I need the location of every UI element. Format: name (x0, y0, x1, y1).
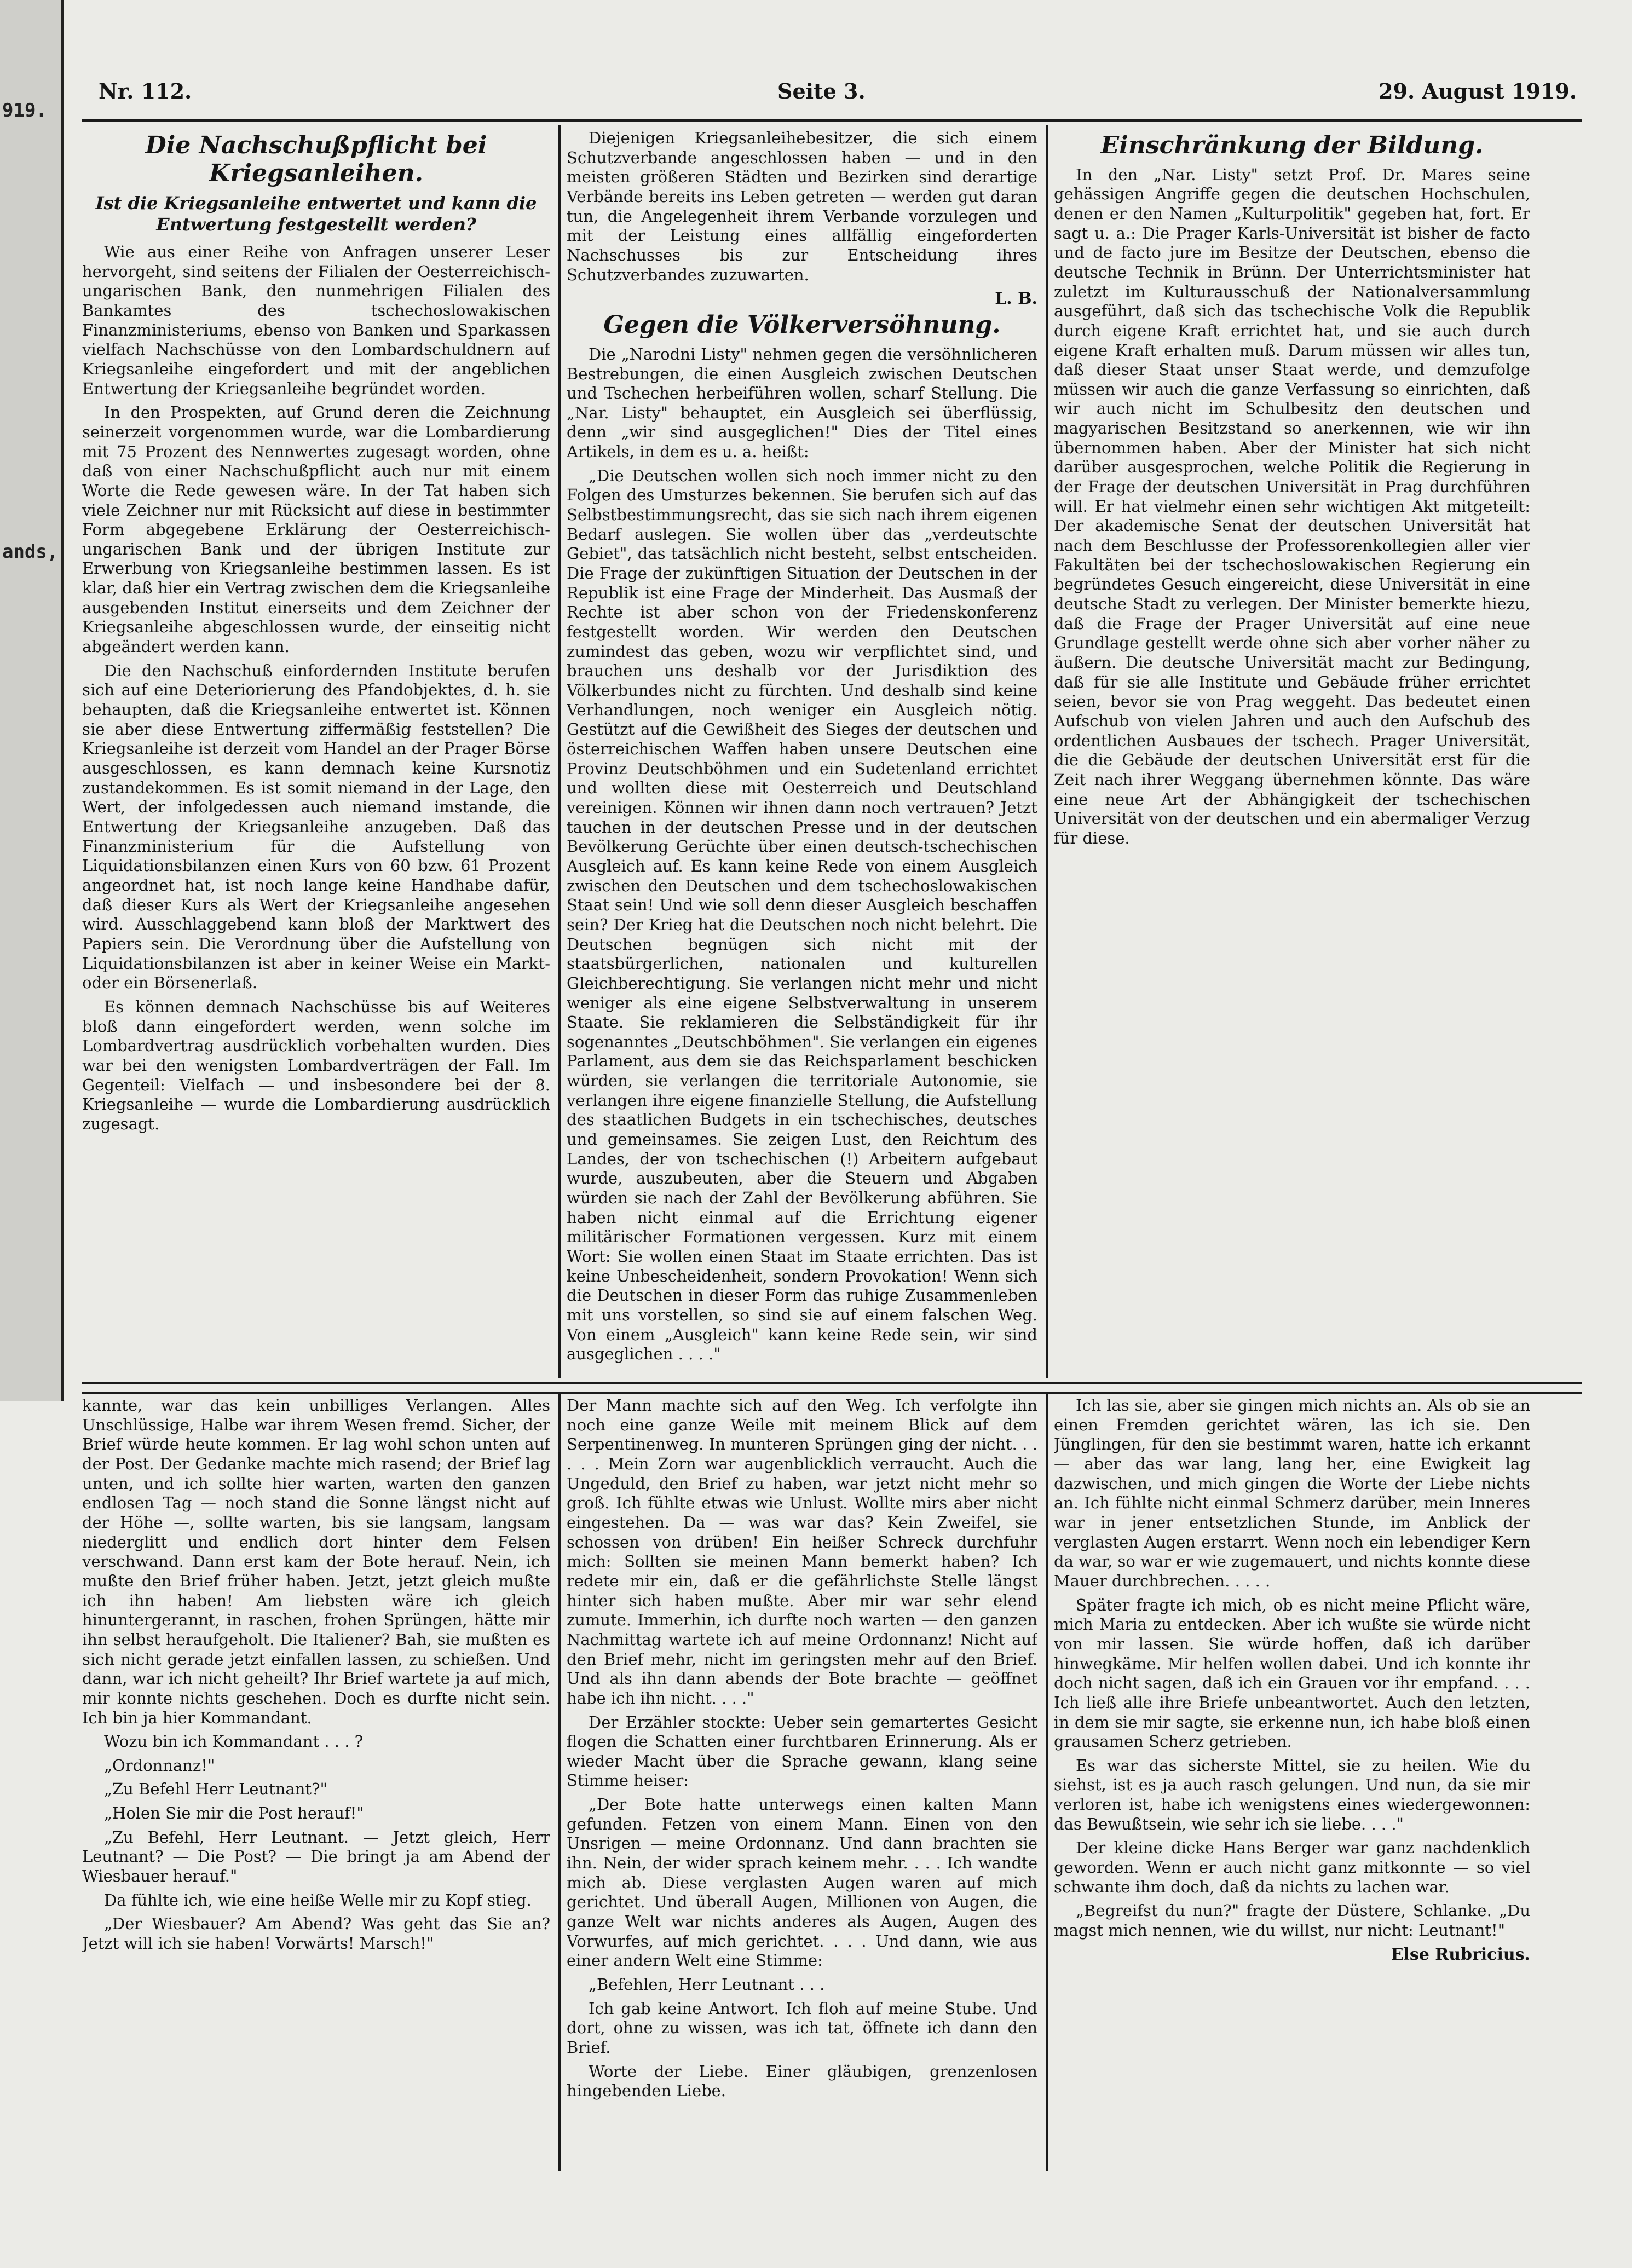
paragraph: „Die Deutschen wollen sich noch immer nicht zu den Folgen des Umsturzes bekennen. Sie berufen sich auf das Selbstbestimmungsrecht, das sie sich nach ihrem eigenen Bedarf auslegen. Sie wollen über das „verdeutschte Gebiet", das tatsächlich nicht besteht, selbst entscheiden. Die Frage der zukünftigen Situation der Deutschen in der Republik ist eine Frage der Minderheit. Das Ausmaß der Rechte ist aber schon von der Friedenskonferenz festgestellt worden. Wir werden den Deutschen zumindest das geben, wozu wir verpflichtet sind, und brauchen uns deshalb vor der Jurisdiktion des Völkerbundes nicht zu fürchten. Und deshalb sind keine Verhandlungen, noch weniger ein Ausgleich nötig. Gestützt auf die Gewißheit des Sieges der deutschen und österreichischen Waffen haben unsere Deutschen eine Provinz Deutschböhmen und ein Sudetenland errichtet und wollten diese mit Oesterreich und Deutschland vereinigen. Können wir ihnen dann noch vertrauen? Jetzt tauchen in der deutschen Presse und in der deutschen Bevölkerung Gerüchte über einen deutsch-tschechischen Ausgleich auf. Es kann keine Rede von einem Ausgleich zwischen den Deutschen und dem tschechoslowakischen Staat sein! Und wie soll denn dieser Ausgleich beschaffen sein? Der Krieg hat die Deutschen noch nicht belehrt. Die Deutschen begnügen sich nicht mit der staatsbürgerlichen, nationalen und kulturellen Gleichberechtigung. Sie verlangen nicht mehr und nicht weniger als eine eigene Selbstverwaltung in unserem Staate. Sie reklamieren die Selbständigkeit für ihr sogenanntes „Deutschböhmen". Sie verlangen ein eigenes Parlament, aus dem sie das Reichsparlament beschicken würden, sie verlangen die territoriale Autonomie, sie verlangen ihre eigene finanzielle Stellung, die Aufstellung des staatlichen Budgets in ein tschechisches, deutsches und gemeinsames. Sie zeigen Lust, den Reichtum des Landes, der von tschechischen (!) Arbeitern aufgebaut wurde, auszubeuten, aber die Steuern und Abgaben würden sie nach der Zahl der Bevölkerung abführen. Sie haben nicht einmal auf die Errichtung eigener militärischer Formationen vergessen. Kurz mit einem Wort: Sie wollen einen Staat im Staate errichten. Das ist keine Unbescheidenheit, sondern Provokation! Wenn sich die Deutschen in dieser Form das ruhige Zusammenleben mit uns vorstellen, so sind sie auf einem falschen Weg. Von einem „Ausgleich" kann keine Rede sein, wir sind ausgeglichen . . . ." (567, 466, 1037, 1364)
page-number: Seite 3. (777, 79, 866, 103)
paragraph: „Begreifst du nun?" fragte der Düstere, Schlanke. „Du magst mich nennen, wie du willst, nur nicht: Leutnant!" (1054, 1901, 1530, 1940)
paragraph: „Der Bote hatte unterwegs einen kalten Mann gefunden. Fetzen von einem Mann. Einen von den Unsrigen — meine Ordonnanz. Und dann brachten sie ihn. Nein, der wider sprach keinem mehr. . . . Ich wandte mich ab. Diese verglasten Augen waren auf mich gerichtet. Und überall Augen, Millionen von Augen, die ganze Welt war nichts anderes als Augen, Augen des Vorwurfes, auf mich gerichtet. . . . Und dann, wie aus einer andern Welt eine Stimme: (567, 1795, 1037, 1970)
paragraph: „Zu Befehl Herr Leutnant?" (104, 1780, 327, 1799)
page-content (66, 22, 1610, 2244)
paragraph: Die den Nachschuß einfordernden Institute berufen sich auf eine Deteriorierung des Pfandobjektes, d. h. sie behaupten, daß die Kriegsanleihe entwertet ist. Können sie aber diese Entwertung ziffermäßig feststellen? Die Kriegsanleihe ist derzeit vom Handel an der Prager Börse ausgeschlossen, es kann demnach keine Kursnotiz zustandekommen. Es ist somit niemand in der Lage, den Wert, der infolgedessen auch niemand imstande, die Entwertung der Kriegsanleihe anzugeben. Daß das Finanzministerium für die Aufstellung von Liquidationsbilanzen einen Kurs von 60 bzw. 61 Prozent angeordnet hat, ist noch lange keine Handhabe dafür, daß dieser Kurs als Wert der Kriegsanleihe angesehen wird. Ausschlaggebend kann bloß der Marktwert des Papiers sein. Die Verordnung über die Aufstellung von Liquidationsbilanzen ist aber in keiner Weise ein Markt- oder ein Börsenerlaß. (82, 661, 550, 992)
paragraph: Der kleine dicke Hans Berger war ganz nachdenklich geworden. Wenn er auch nicht ganz mitkonnte — so viel schwante ihm doch, daß da nichts zu lachen war. (1054, 1838, 1530, 1896)
column-divider (558, 1394, 561, 2171)
issue-date: 29. August 1919. (1379, 79, 1577, 103)
paragraph: Die „Narodni Listy" nehmen gegen die versöhnlicheren Bestrebungen, die einen Ausgleich zwischen Deutschen und Tschechen herbeiführen wollen, scharf Stellung. Die „Nar. Listy" behauptet, ein Ausgleich sei überflüssig, denn „wir sind ausgeglichen!" Dies der Titel eines Artikels, in dem es u. a. heißt: (567, 344, 1037, 461)
paragraph: Ich gab keine Antwort. Ich floh auf meine Stube. Und dort, ohne zu wissen, was ich tat, öffnete ich dann den Brief. (567, 1999, 1037, 2057)
paragraph: Wie aus einer Reihe von Anfragen unserer Leser hervorgeht, sind seitens der Filialen der Oesterreichisch-ungarischen Bank, den nunmehrigen Filialen des Bankamtes des tschechoslowakischen Finanzministeriums, ebenso von Banken und Sparkassen vielfach Nachschüsse von den Lombardschuldnern auf Kriegsanleihe eingefordert und mit der angeblichen Entwertung der Kriegsanleihe begründet worden. (82, 242, 550, 398)
paragraph: Es können demnach Nachschüsse bis auf Weiteres bloß dann eingefordert werden, wenn solche im Lombardvertrag ausdrücklich vorbehalten wurden. Dies war bei den wenigsten Lombardverträgen der Fall. Im Gegenteil: Vielfach — und insbesondere bei der 8. Kriegsanleihe — wurde die Lombardierung ausdrücklich zugesagt. (82, 997, 550, 1133)
article-signature: L. B. (995, 289, 1037, 309)
issue-number: Nr. 112. (99, 79, 192, 103)
page-header (99, 76, 1577, 114)
paragraph: Wozu bin ich Kommandant . . . ? (104, 1732, 364, 1751)
edge-fragment: 919. (2, 100, 47, 122)
paragraph: Der Erzähler stockte: Ueber sein gemartertes Gesicht flogen die Schatten einer furchtbaren Erinnerung. Als er wieder Macht über die Sprache gewann, klang seine Stimme heiser: (567, 1712, 1037, 1790)
paragraph: In den Prospekten, auf Grund deren die Zeichnung seinerzeit vorgenommen wurde, war die Lombardierung mit 75 Prozent des Nennwertes zugesagt worden, ohne daß von einer Nachschußpflicht auch nur mit einem Worte die Rede gewesen wäre. In der Tat haben sich viele Zeichner nur mit Rücksicht auf diese in bestimmter Form abgegebene Erklärung der Oesterreichisch-ungarischen Bank und der übrigen Institute zur Erwerbung von Kriegsanleihe bestimmen lassen. Es ist klar, daß hier ein Vertrag zwischen dem die Kriegsanleihe ausgebenden Institut einerseits und dem Zeichner der Kriegsanleihe abgeschlossen wurde, der einseitig nicht abgeändert werden kann. (82, 403, 550, 656)
paragraph: Es war das sicherste Mittel, sie zu heilen. Wie du siehst, ist es ja auch rasch gelungen. Und nun, da sie mir verloren ist, habe ich wenigstens eines wiedergewonnen: das Bewußtsein, wie sehr ich sie liebe. . . ." (1054, 1756, 1530, 1833)
feuilleton-column-1 (82, 1396, 550, 2195)
paragraph: Ich las sie, aber sie gingen mich nichts an. Als ob sie an einen Fremden gerichtet wären, las ich sie. Den Jünglingen, für den sie bestimmt waren, hatte ich erkannt — aber das war lang, lang her, eine Ewigkeit lag dazwischen, und mich gingen die Worte der Liebe nichts an. Ich fühlte nicht einmal Schmerz darüber, mein Inneres war in jener entsetzlichen Stunde, im Anblick der verglasten Augen erstarrt. Wenn noch ein lebendiger Kern da war, so war er wie zugemauert, und nichts konnte diese Mauer durchbrechen. . . . . (1054, 1396, 1530, 1590)
article-title: Einschränkung der Bildung. (1100, 131, 1484, 159)
article-nachschuss (82, 129, 550, 1377)
column-divider (558, 125, 561, 1378)
paragraph: Der Mann machte sich auf den Weg. Ich verfolgte ihn noch eine ganze Weile mit meinem Blick auf dem Serpentinenweg. In munteren Sprüngen ging der nicht. . . . . . Mein Zorn war augenblicklich verraucht. Auch die Ungeduld, den Brief zu haben, war jetzt nicht mehr so groß. Ich fühlte etwas wie Unlust. Wollte mirs aber nicht eingestehen. Da — was war das? Kein Zweifel, sie schossen von drüben! Ein heißer Schreck durchfuhr mich: Sollten sie meinen Mann bemerkt haben? Ich redete mir ein, daß er die gefährlichste Stelle längst hinter sich haben mußte. Aber mir war sehr elend zumute. Immerhin, ich durfte noch warten — den ganzen Nachmittag wartete ich auf meine Ordonnanz! Nicht auf den Brief mehr, nicht im geringsten mehr auf den Brief. Und als ihn dann abends der Bote brachte — geöffnet habe ich ihn nicht. . . ." (567, 1396, 1037, 1707)
feuilleton-rule (82, 1382, 1582, 1394)
author-signature: Else Rubricius. (1391, 1944, 1530, 1964)
column-divider (1046, 1394, 1048, 2171)
upper-column-middle (567, 129, 1037, 1377)
article-subtitle: Ist die Kriegsanleihe entwertet und kann die Entwertung festgestellt werden? (95, 193, 537, 235)
article-title: Die Nachschußpflicht bei Kriegsanleihen. (145, 131, 487, 187)
edge-fragment: ands, (2, 541, 59, 563)
paragraph: „Ordonnanz!" (104, 1756, 215, 1775)
column-divider (1046, 125, 1048, 1378)
paragraph: Worte der Liebe. Einer gläubigen, grenzenlosen hingebenden Liebe. (567, 2062, 1037, 2100)
paragraph: „Der Wiesbauer? Am Abend? Was geht das Sie an? Jetzt will ich sie haben! Vorwärts! Marsch!" (82, 1914, 550, 1953)
paragraph: „Befehlen, Herr Leutnant . . . (589, 1975, 825, 1994)
paragraph: „Zu Befehl, Herr Leutnant. — Jetzt gleich, Herr Leutnant? — Die Post? — Die bringt ja am Abend der Wiesbauer herauf." (82, 1827, 550, 1886)
feuilleton-column-2 (567, 1396, 1037, 2195)
paragraph: Diejenigen Kriegsanleihebesitzer, die sich einem Schutzverbande angeschlossen haben — und in den meisten größeren Städten und Bezirken sind derartige Verbände bereits ins Leben getreten — werden gut daran tun, die Angelegenheit ihrem Verbande vorzulegen und mit der Leistung eines allfällig eingeforderten Nachschusses bis zur Entscheidung ihres Schutzverbandes zuzuwarten. (567, 129, 1037, 284)
article-title: Gegen die Völkerversöhnung. (603, 311, 1001, 339)
paragraph: kannte, war das kein unbilliges Verlangen. Alles Unschlüssige, Halbe war ihrem Wesen fremd. Sicher, der Brief würde heute kommen. Er lag wohl schon unten auf der Post. Der Gedanke machte mich rasend; der Brief lag unten, und ich sollte hier warten, warten den ganzen endlosen Tag — noch stand die Sonne längst nicht auf der Höhe —, sollte warten, bis sie langsam, langsam niederglitt und endlich dort hinter dem Felsen verschwand. Dann erst kam der Bote herauf. Nein, ich mußte den Brief früher haben. Jetzt, jetzt gleich mußte ich ihn haben! Am liebsten wäre ich gleich hinuntergerannt, in raschen, frohen Sprüngen, hätte mir ihn selbst heraufgeholt. Die Italiener? Bah, sie mußten es sich nicht gerade jetzt einfallen lassen, zu schießen. Und dann, war ich nicht geheilt? Ihr Brief wartete ja auf mich, mir konnte nichts geschehen. Doch es durfte nicht sein. Ich bin ja hier Kommandant. (82, 1396, 550, 1727)
paragraph: „Holen Sie mir die Post herauf!" (104, 1804, 364, 1823)
header-rule (82, 119, 1582, 122)
paragraph: In den „Nar. Listy" setzt Prof. Dr. Mares seine gehässigen Angriffe gegen die deutschen Hochschulen, denen er den Namen „Kulturpolitik" gegeben hat, fort. Er sagt u. a.: Die Prager Karls-Universität ist bisher de facto und de facto jure im Besitze der Deutschen, ebenso die deutsche Technik in Brünn. Der Unterrichtsminister hat zuletzt im Kulturausschuß der Nationalversammlung ausgeführt, daß sich das tschechische Volk die Republik durch eigene Kraft errichtet hat, und sie auch durch eigene Kraft erhalten muß. Darum müssen wir alles tun, daß dieser Staat unser Staat werde, und demzufolge müssen wir auch die ganze Verfassung so einrichten, daß wir auch nicht im Schulbesitz den deutschen und magyarischen Besitzstand so anerkennen, wie wir ihn übernommen haben. Aber der Minister hat sich nicht darüber ausgesprochen, welche Politik die Regierung in der Frage der deutschen Universität in Prag durchführen will. Er hat vielmehr einen sehr wichtigen Akt mitgeteilt: Der akademische Senat der deutschen Universität hat nach dem Beschlusse der Professorenkollegien aller vier Fakultäten bei der tschechoslowakischen Regierung ein begründetes Gesuch eingereicht, diese Universität in eine deutsche Stadt zu verlegen. Der Minister bemerkte hiezu, daß die Frage der Prager Universität auf eine neue Grundlage gestellt werde ohne sich aber vorher näher zu äußern. Die deutsche Universität macht zur Bedingung, daß für sie alle Institute und Gebäude früher errichtet seien, bevor sie von Prag weggeht. Das bedeutet einen Aufschub von vielen Jahren und auch den Aufschub des ordentlichen Ausbaues der tschech. Prager Universität, die die Gebäude der deutschen Universität erst für die Zeit nach ihrer Weggang übernehmen könnte. Das wäre eine neue Art der Abhängigkeit der tschechischen Universität von der deutschen und ein abermaliger Verzug für diese. (1054, 165, 1530, 847)
previous-page-edge (0, 0, 64, 1401)
paragraph: Da fühlte ich, wie eine heiße Welle mir zu Kopf stieg. (104, 1890, 532, 1909)
feuilleton-column-3 (1054, 1396, 1530, 2195)
paragraph: Später fragte ich mich, ob es nicht meine Pflicht wäre, mich Maria zu entdecken. Aber ich wußte sie würde nicht von mir lassen. Sie würde hoffen, daß ich darüber hinwegkäme. Mir helfen wollen dabei. Und ich konnte ihr doch nicht sagen, daß ich ein Grauen vor ihr empfand. . . . Ich ließ alle ihre Briefe unbeantwortet. Auch den letzten, in dem sie mir sagte, sie erkenne nun, ich habe bloß einen grausamen Scherz getrieben. (1054, 1595, 1530, 1751)
article-bildung (1054, 129, 1530, 1377)
